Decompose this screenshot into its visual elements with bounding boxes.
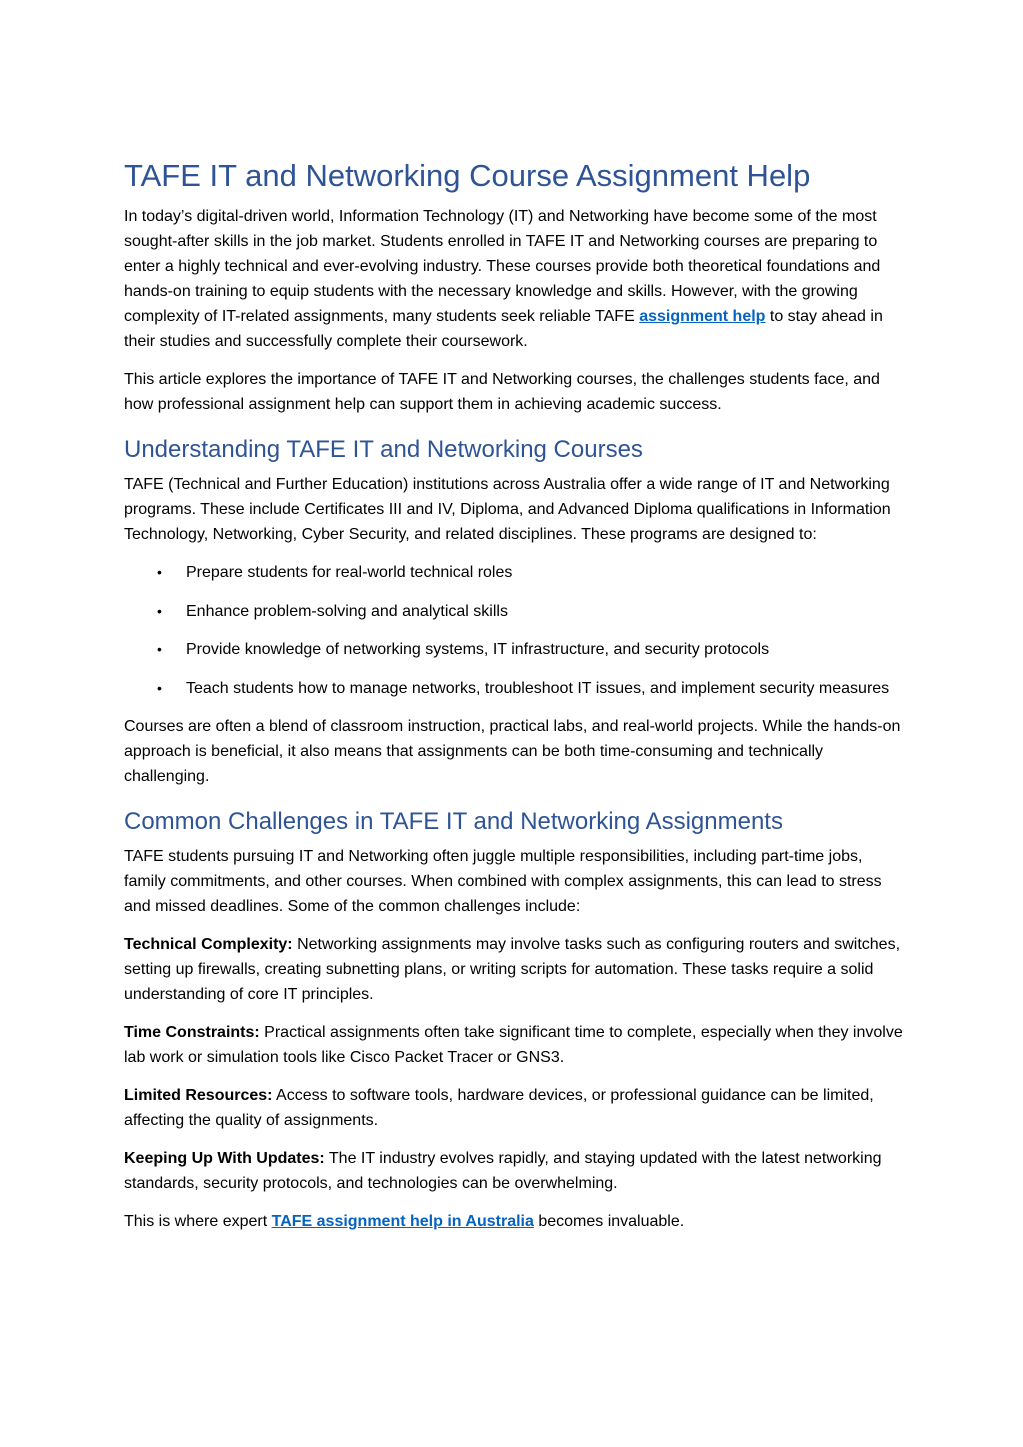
list-item: [124, 637, 904, 662]
bullet-icon: •: [157, 679, 162, 696]
bullet-icon: •: [157, 564, 162, 580]
section1-paragraph-2: Courses are often a blend of classroom instruction, practical labs, and real-world projects. While the hands-on approach is beneficial, it also means that assignments can be both time-consuming and technically challenging.: [124, 718, 901, 785]
intro-paragraph-1: [124, 204, 904, 354]
challenge-label: Limited Resources:: [124, 1087, 273, 1104]
challenge-label: Keeping Up With Updates:: [124, 1150, 325, 1167]
challenge-text: The IT industry evolves rapidly, and staying updated with the latest networking standards, security protocols, and technologies can be overwhelming.: [124, 1150, 882, 1192]
bullet-icon: •: [157, 602, 162, 619]
closing-text-after-link: becomes invaluable.: [533, 1213, 685, 1230]
bullet-icon: •: [157, 641, 162, 657]
program-goals-list: [124, 560, 904, 701]
intro-paragraph-2: This article explores the importance of TAFE IT and Networking courses, the challenges students face, and how professional assignment help can support them in achieving academic success.: [124, 371, 880, 413]
challenge-time-constraints: [124, 1020, 904, 1070]
section2-paragraph-1: TAFE students pursuing IT and Networking often juggle multiple responsibilities, including part-time jobs, family commitments, and other courses. When combined with complex assignments, this can lead to stress and missed deadlines. Some of the common challenges include:: [124, 848, 882, 915]
list-item-text: Teach students how to manage networks, troubleshoot IT issues, and implement security measures: [186, 679, 890, 697]
intro-text-after-link: to stay ahead in their studies and successfully complete their coursework.: [124, 308, 883, 350]
challenge-text: Practical assignments often take significant time to complete, especially when they involve lab work or simulation tools like Cisco Packet Tracer or GNS3.: [124, 1024, 903, 1066]
challenge-technical-complexity: [124, 932, 904, 1007]
assignment-help-link[interactable]: assignment help: [639, 308, 766, 325]
challenge-label: Time Constraints:: [124, 1024, 260, 1041]
intro-text-before-link: In today’s digital-driven world, Information Technology (IT) and Networking have become some of the most sought-after skills in the job market. Students enrolled in TAFE IT and Networking courses are preparing to enter a highly technical and ever-evolving industry. These courses provide both theoretical foundations and hands-on training to equip students with the necessary knowledge and skills. However, with the growing complexity of IT-related assignments, many students seek reliable TAFE: [124, 208, 881, 325]
section1-paragraph-1: TAFE (Technical and Further Education) institutions across Australia offer a wide range of IT and Networking programs. These include Certificates III and IV, Diploma, and Advanced Diploma qualifications in Information Technology, Networking, Cyber Security, and related disciplines. These programs are designed to:: [124, 476, 891, 543]
list-item-text: Enhance problem-solving and analytical skills: [186, 602, 508, 620]
section-heading-understanding: Understanding TAFE IT and Networking Courses: [124, 436, 643, 463]
page-title: TAFE IT and Networking Course Assignment Help: [124, 158, 811, 193]
tafe-assignment-help-australia-link[interactable]: TAFE assignment help in Australia: [271, 1213, 534, 1230]
list-item-text: Prepare students for real-world technical roles: [186, 564, 513, 581]
section-heading-challenges: Common Challenges in TAFE IT and Networking Assignments: [124, 808, 783, 835]
challenge-label: Technical Complexity:: [124, 936, 293, 953]
challenge-limited-resources: [124, 1083, 904, 1133]
challenge-text: Networking assignments may involve tasks such as configuring routers and switches, setting up firewalls, creating subnetting plans, or writing scripts for automation. These tasks require a solid understanding of core IT principles.: [124, 936, 901, 1003]
list-item-text: Provide knowledge of networking systems, IT infrastructure, and security protocols: [186, 641, 770, 658]
document-page: [124, 150, 904, 1247]
list-item: [124, 560, 904, 585]
closing-paragraph: [124, 1209, 904, 1234]
challenge-keeping-up: [124, 1146, 904, 1196]
list-item: [124, 676, 904, 701]
closing-text-before-link: This is where expert: [124, 1213, 272, 1230]
list-item: [124, 599, 904, 624]
challenge-text: Access to software tools, hardware devices, or professional guidance can be limited, affecting the quality of assignments.: [124, 1087, 874, 1129]
